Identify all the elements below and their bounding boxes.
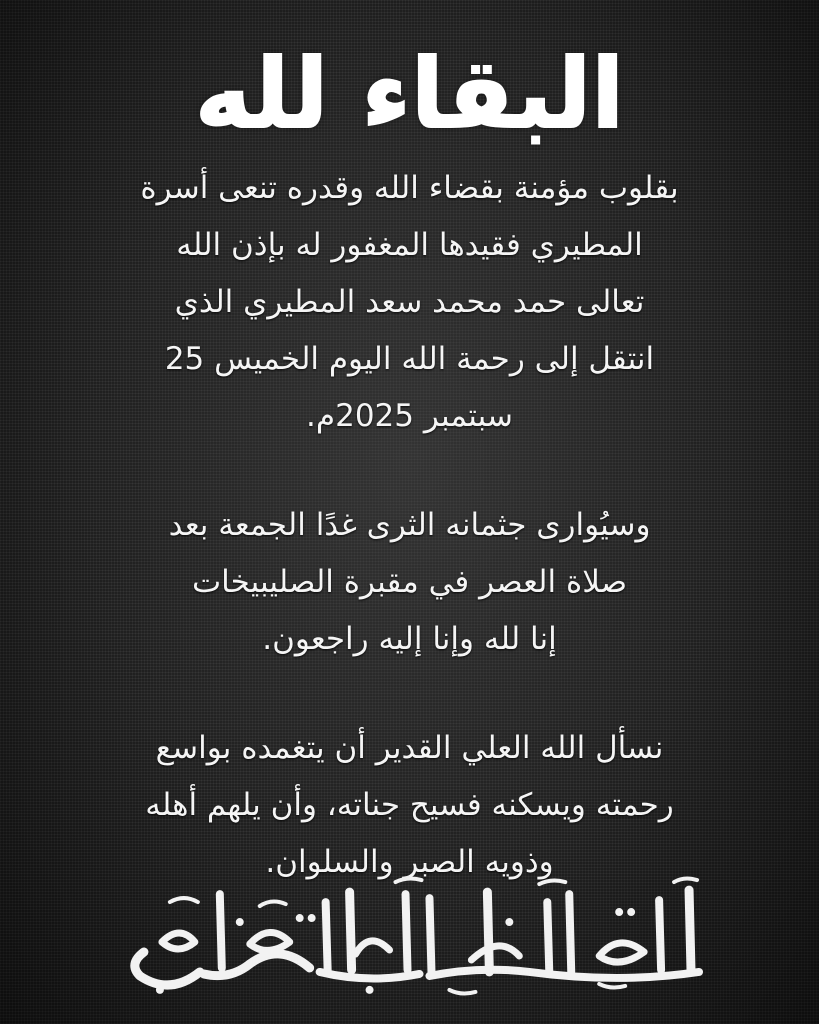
text-line: انتقل إلى رحمة الله اليوم الخميس 25: [164, 341, 655, 377]
text-line: سبتمبر 2025م.: [306, 398, 513, 434]
condolence-title: البقاء لله: [194, 38, 625, 150]
text-line: صلاة العصر في مقبرة الصليبيخات: [191, 564, 628, 600]
text-line: رحمته ويسكنه فسيح جناته، وأن يلهم أهله: [145, 787, 674, 823]
text-line: تعالى حمد محمد سعد المطيري الذي: [174, 284, 645, 320]
text-line: وذويه الصبر والسلوان.: [265, 844, 554, 880]
calligraphy-artwork: [100, 872, 719, 1002]
calligraphy-inscription: [100, 872, 719, 1002]
text-line: وسيُوارى جثمانه الثرى غدًا الجمعة بعد: [168, 507, 651, 543]
condolence-body: [40, 160, 779, 891]
burial-paragraph: [40, 497, 779, 668]
text-line: المطيري فقيدها المغفور له بإذن الله: [176, 227, 643, 263]
announcement-paragraph: [40, 160, 779, 445]
text-line: بقلوب مؤمنة بقضاء الله وقدره تنعى أسرة: [140, 170, 679, 206]
text-line: نسأل الله العلي القدير أن يتغمده بواسع: [155, 730, 664, 766]
text-line: إنا لله وإنا إليه راجعون.: [262, 621, 557, 657]
prayer-paragraph: [40, 720, 779, 891]
